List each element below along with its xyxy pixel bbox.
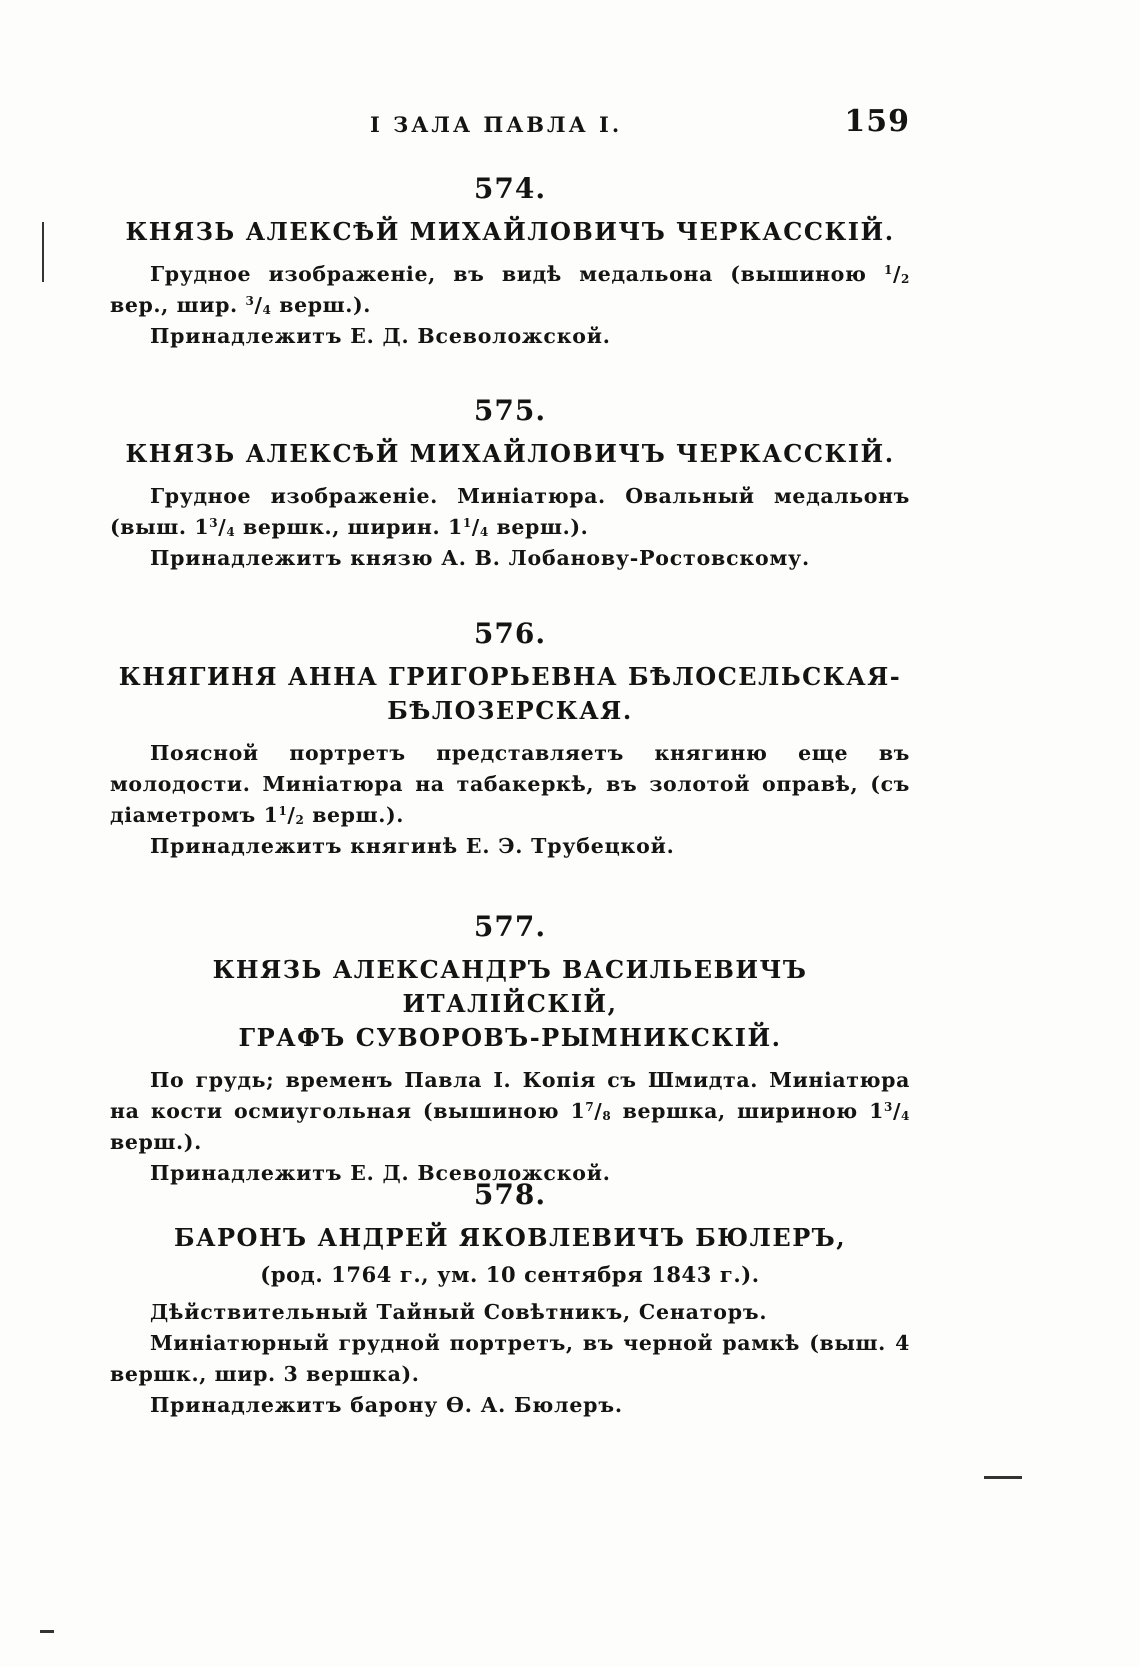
page-number: 159 [844,104,910,139]
entry-title: БАРОНЪ АНДРЕЙ ЯКОВЛЕВИЧЪ БЮЛЕРЪ, [173,1223,847,1252]
entry-owner: Принадлежитъ княгинѣ Е. Э. Трубецкой. [150,834,675,858]
entry-description: По грудь; временъ Павла I. Копія съ Шмидта. Миніатюра на кости осмиугольная (вышиною $1^7/_8$ вершка, шириною $1^3/_4$ верш.). [110,1068,910,1154]
catalog-entry-575 [110,394,910,574]
entry-description: Грудное изображеніе. Миніатюра. Овальный медальонъ (выш. $1^3/_4$ вершк., ширин. $1^1/_4$ верш.). [110,484,910,539]
running-head: I ЗАЛА ПАВЛА I. [370,112,623,137]
catalog-entry-574 [110,172,910,352]
entry-title-line-2: ГРАФЪ СУВОРОВЪ-РЫМНИКСКІЙ. [238,1023,782,1052]
entry-owner: Принадлежитъ князю А. В. Лобанову-Ростовскому. [150,546,810,570]
entry-title: КНЯЗЬ АЛЕКСѢЙ МИХАЙЛОВИЧЪ ЧЕРКАССКІЙ. [125,439,895,468]
scan-margin-dash [984,1476,1022,1479]
scan-margin-dash [40,1630,54,1633]
entry-title-line-1: КНЯЗЬ АЛЕКСАНДРЪ ВАСИЛЬЕВИЧЪ ИТАЛІЙСКІЙ, [212,955,808,1018]
entry-title-line-2: БѢЛОЗЕРСКАЯ. [387,696,633,725]
entry-rank: Дѣйствительный Тайный Совѣтникъ, Сенаторъ. [150,1300,768,1324]
entry-description: Грудное изображеніе, въ видѣ медальона (вышиною $^1/_2$ вер., шир. $^3/_4$ верш.). [110,262,910,317]
entry-title [110,660,910,728]
entry-owner: Принадлежитъ Е. Д. Всеволожской. [150,324,611,348]
page-header [110,104,910,144]
catalog-entry-576 [110,617,910,862]
entry-description: Поясной портретъ представляетъ княгиню еще въ молодости. Миніатюра на табакеркѣ, въ золотой оправѣ, (съ діаметромъ $1^1/_2$ верш.). [110,741,910,827]
entry-title [110,953,910,1055]
entry-title: КНЯЗЬ АЛЕКСѢЙ МИХАЙЛОВИЧЪ ЧЕРКАССКІЙ. [125,217,895,246]
entry-dates: (род. 1764 г., ум. 10 сентября 1843 г.). [260,1262,760,1287]
entry-number: 578. [473,1178,547,1211]
scan-margin-line [42,222,44,282]
entry-number: 574. [473,172,547,205]
entry-number: 576. [473,617,547,650]
entry-owner: Принадлежитъ Е. Д. Всеволожской. [150,1161,611,1185]
catalog-entry-578 [110,1178,910,1421]
entry-number: 577. [473,910,547,943]
entry-title-line-1: КНЯГИНЯ АННА ГРИГОРЬЕВНА БѢЛОСЕЛЬСКАЯ- [118,662,902,691]
entry-number: 575. [473,394,547,427]
entry-owner: Принадлежитъ барону Ѳ. А. Бюлеръ. [150,1393,623,1417]
entry-description: Миніатюрный грудной портретъ, въ черной рамкѣ (выш. 4 вершк., шир. 3 вершка). [110,1331,910,1386]
catalog-entry-577 [110,910,910,1189]
document-page [110,0,910,1667]
